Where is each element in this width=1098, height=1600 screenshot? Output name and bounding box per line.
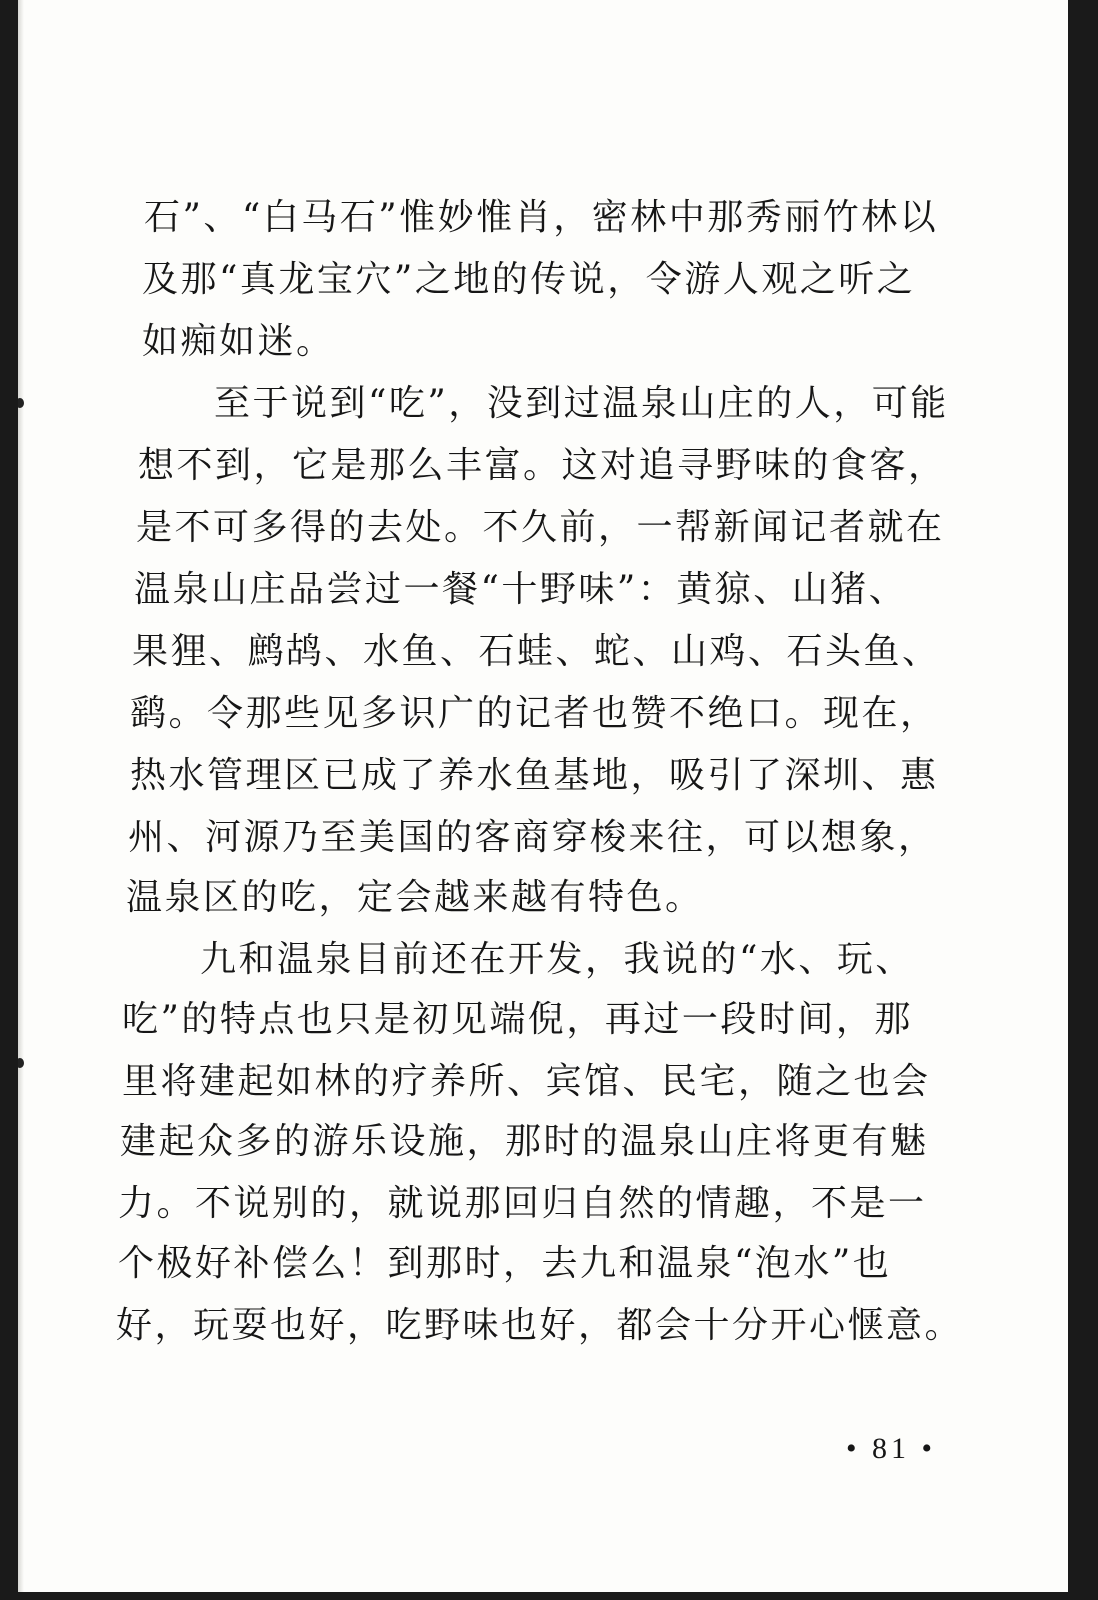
- text-line: 石”、“白马石”惟妙惟肖，密林中那秀丽竹林以: [144, 197, 939, 238]
- text-line: 吃”的特点也只是初见端倪，再过一段时间，那: [122, 999, 913, 1040]
- text-line: 想不到，它是那么丰富。这对追寻野味的食客，: [138, 445, 947, 486]
- text-line: 州、河源乃至美国的客商穿梭来往，可以想象，: [128, 817, 937, 858]
- text-line: 里将建起如林的疗养所、宾馆、民宅，随之也会: [122, 1061, 931, 1102]
- text-line: 是不可多得的去处。不久前，一帮新闻记者就在: [136, 507, 945, 548]
- text-line: 热水管理区已成了养水鱼基地，吸引了深圳、惠: [130, 755, 939, 796]
- text-line: 力。不说别的，就说那回归自然的情趣，不是一: [118, 1183, 927, 1224]
- text-line: 果狸、鹧鸪、水鱼、石蛙、蛇、山鸡、石头鱼、: [132, 631, 941, 672]
- text-line: 建起众多的游乐设施，那时的温泉山庄将更有魅: [120, 1121, 929, 1162]
- text-line: 如痴如迷。: [142, 321, 335, 362]
- text-line: 鹞。令那些见多识广的记者也赞不绝口。现在，: [130, 693, 939, 734]
- text-line: 好，玩耍也好，吃野味也好，都会十分开心惬意。: [116, 1305, 964, 1346]
- text-line: 温泉区的吃，定会越来越有特色。: [126, 877, 704, 918]
- book-page: [18, 0, 1068, 1592]
- text-line: 九和温泉目前还在开发，我说的“水、玩、: [200, 939, 914, 980]
- page-spine-shadow: [18, 0, 24, 1592]
- text-line: 个极好补偿么！到那时，去九和温泉“泡水”也: [118, 1243, 892, 1284]
- text-line: 及那“真龙宝穴”之地的传说，令游人观之听之: [142, 259, 916, 300]
- text-line: 至于说到“吃”，没到过温泉山庄的人，可能: [214, 383, 949, 424]
- text-line: 温泉山庄品尝过一餐“十野味”：黄猄、山猪、: [134, 569, 908, 610]
- page-number: • 81 •: [846, 1432, 937, 1465]
